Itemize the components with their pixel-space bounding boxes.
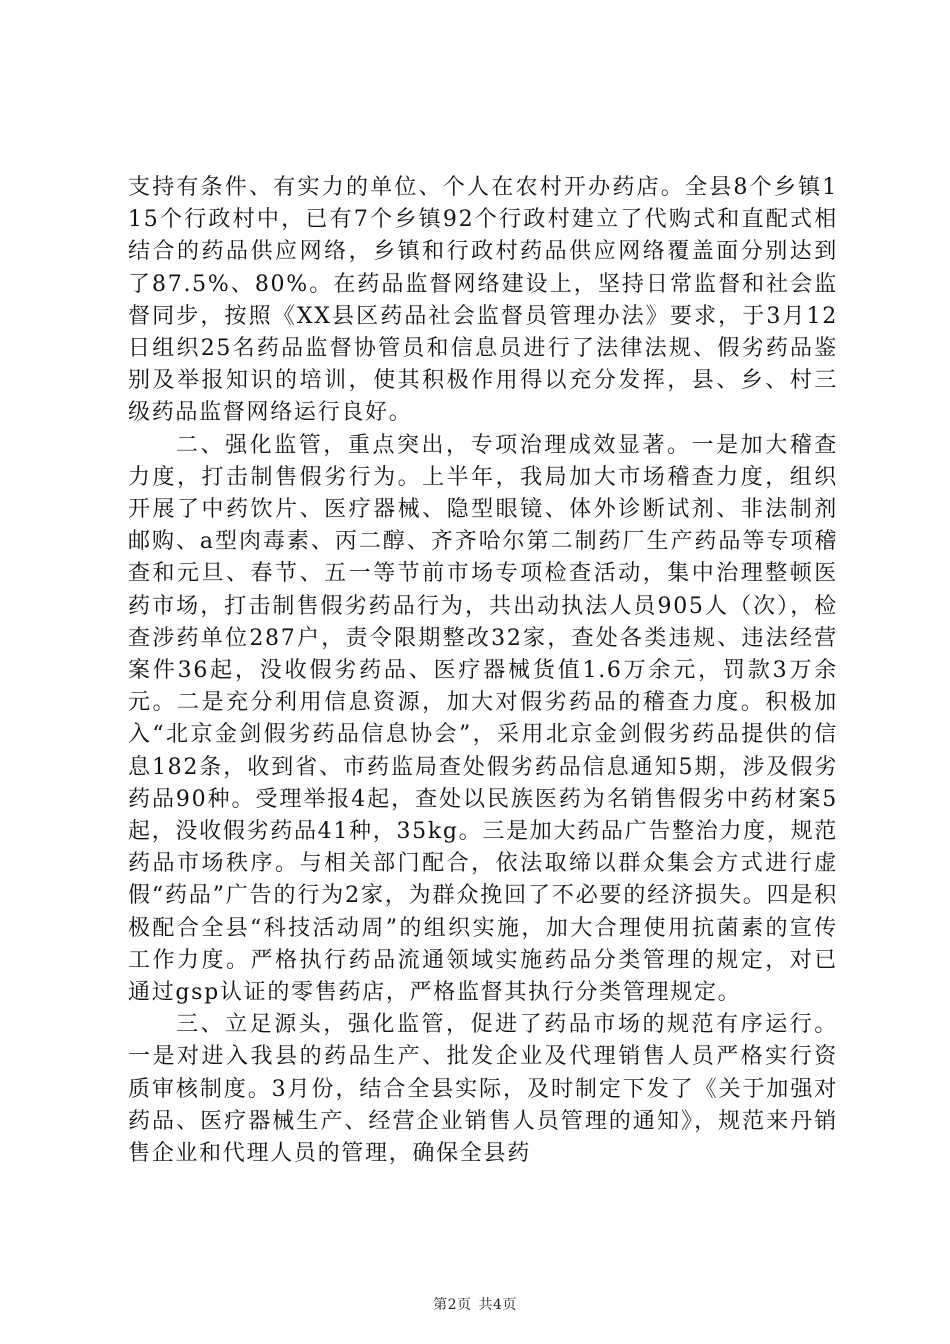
- page-footer: [0, 1296, 950, 1314]
- paragraph-rural-pharmacy-network: 支持有条件、有实力的单位、个人在农村开办药店。全县8个乡镇115个行政村中，已有7个乡镇92个行政村建立了代购式和直配式相结合的药品供应网络，乡镇和行政村药品供应网络覆盖面分别达到了87.5%、80%。在药品监督网络建设上，坚持日常监督和社会监督同步，按照《XX县区药品社会监督员管理办法》要求，于3月12日组织25名药品监督协管员和信息员进行了法律法规、假劣药品鉴别及举报知识的培训，使其积极作用得以充分发挥，县、乡、村三级药品监督网络运行良好。: [128, 175, 838, 426]
- page-total: 共4页: [478, 1297, 517, 1313]
- paragraph-source-control: 三、立足源头，强化监管，促进了药品市场的规范有序运行。一是对进入我县的药品生产、批发企业及代理销售人员严格实行资质审核制度。3月份，结合全县实际，及时制定下发了《关于加强对药品、医疗器械生产、经营企业销售人员管理的通知》，规范来丹销售企业和代理人员的管理，确保全县药: [128, 1012, 838, 1167]
- body-text: [128, 172, 838, 1170]
- paragraph-strengthen-supervision: 二、强化监管，重点突出，专项治理成效显著。一是加大稽查力度，打击制售假劣行为。上半年，我局加大市场稽查力度，组织开展了中药饮片、医疗器械、隐型眼镜、体外诊断试剂、非法制剂邮购、a型肉毒素、丙二醇、齐齐哈尔第二制药厂生产药品等专项稽查和元旦、春节、五一等节前市场专项检查活动，集中治理整顿医药市场，打击制售假劣药品行为，共出动执法人员905人（次），检查涉药单位287户，责令限期整改32家，查处各类违规、违法经营案件36起，没收假劣药品、医疗器械货值1.6万余元，罚款3万余元。二是充分利用信息资源，加大对假劣药品的稽查力度。积极加入“北京金剑假劣药品信息协会”，采用北京金剑假劣药品提供的信息182条，收到省、市药监局查处假劣药品信息通知5期，涉及假劣药品90种。受理举报4起，查处以民族医药为名销售假劣中药材案5起，没收假劣药品41种，35kg。三是加大药品广告整治力度，规范药品市场秩序。与相关部门配合，依法取缔以群众集会方式进行虚假“药品”广告的行为2家，为群众挽回了不必要的经济损失。四是积极配合全县“科技活动周”的组织实施，加大合理使用抗菌素的宣传工作力度。严格执行药品流通领域实施药品分类管理的规定，对已通过gsp认证的零售药店，严格监督其执行分类管理规定。: [128, 432, 838, 1006]
- page-number: 第2页: [433, 1297, 472, 1313]
